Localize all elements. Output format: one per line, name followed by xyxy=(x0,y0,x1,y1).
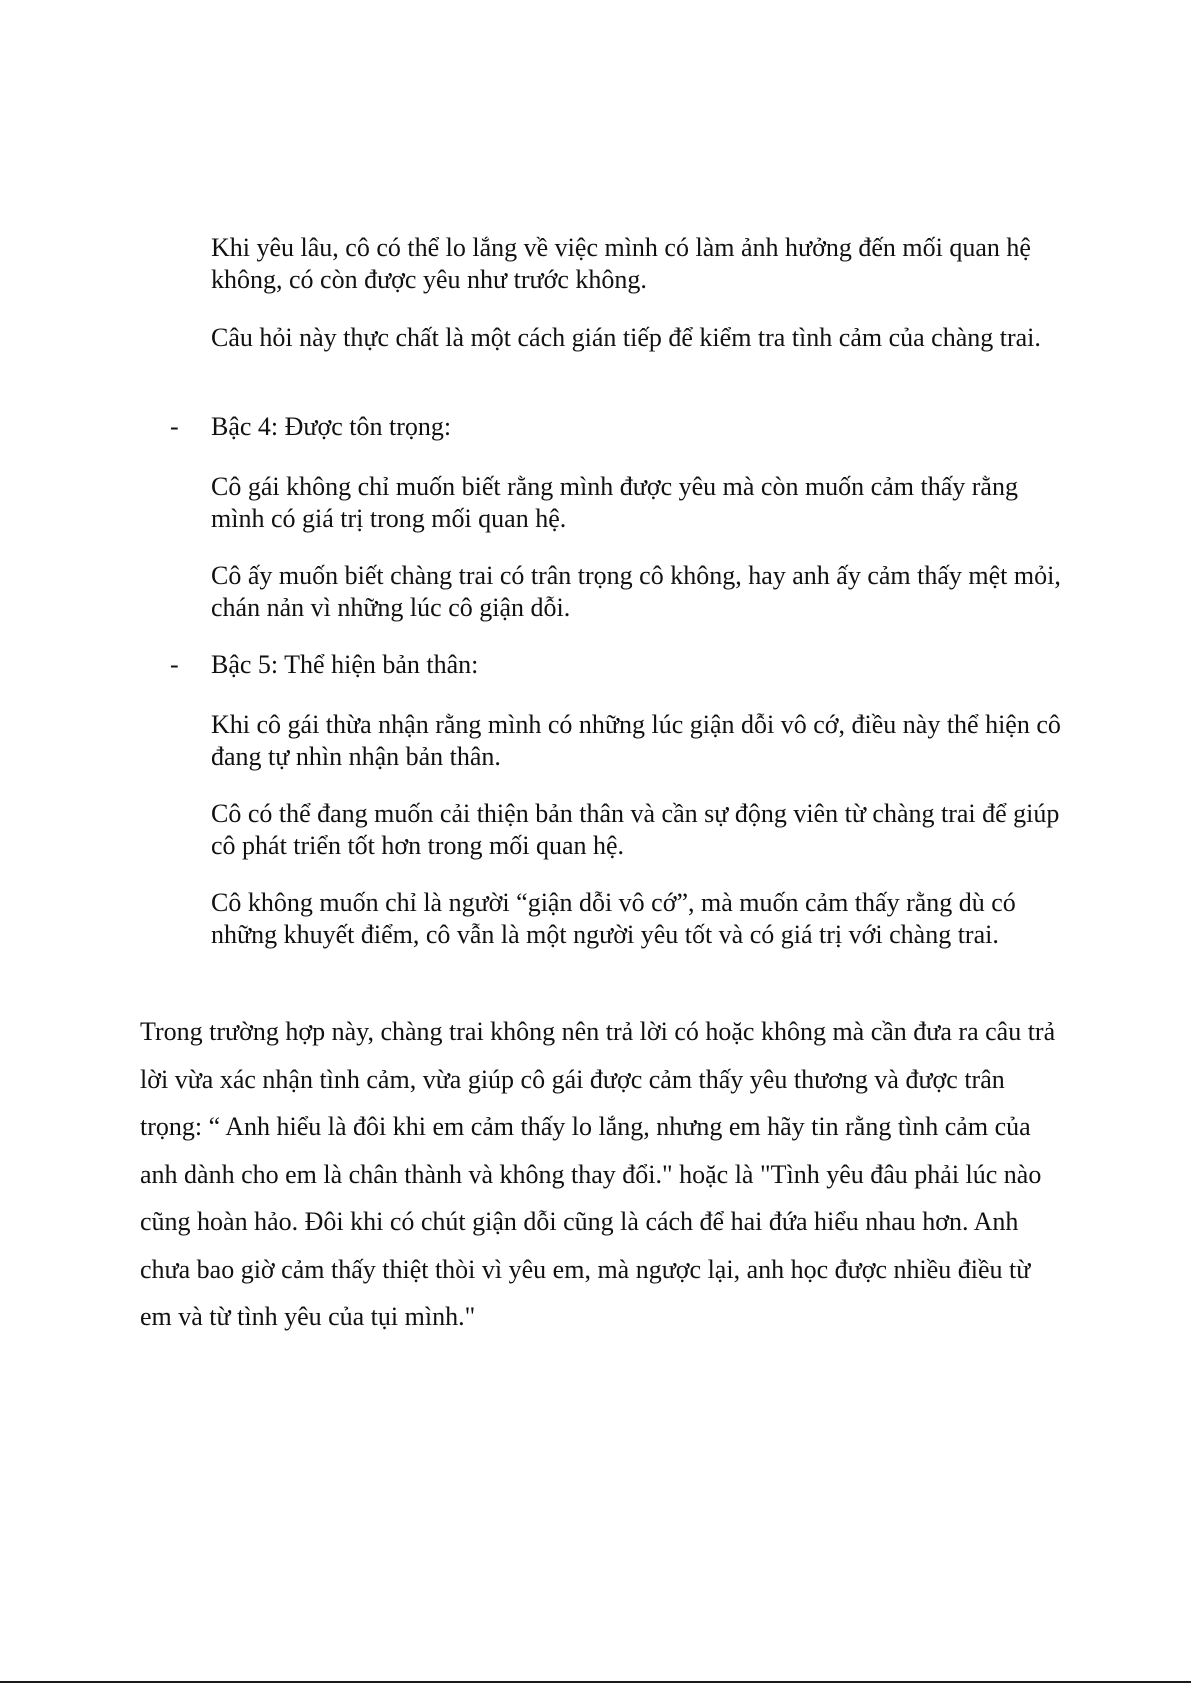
bullet-dash: - xyxy=(170,412,179,441)
paragraph-indirect-test: Câu hỏi này thực chất là một cách gián tiếp để kiểm tra tình cảm của chàng trai. xyxy=(211,323,1041,352)
paragraph-appreciate: Cô ấy muốn biết chàng trai có trân trọng cô không, hay anh ấy cảm thấy mệt mỏi, chán nản vì những lúc cô giận dỗi. xyxy=(211,561,1061,622)
paragraph-improve: Cô có thể đang muốn cải thiện bản thân và cần sự động viên từ chàng trai để giúp cô phát triển tốt hơn trong mối quan hệ. xyxy=(211,799,1060,860)
level-4-heading: Bậc 4: Được tôn trọng: xyxy=(211,412,452,441)
footer-divider xyxy=(0,1681,1191,1683)
closing-paragraph: Trong trường hợp này, chàng trai không nên trả lời có hoặc không mà cần đưa ra câu trả lời vừa xác nhận tình cảm, vừa giúp cô gái được cảm thấy yêu thương và được trân trọng: “ Anh hiểu là đôi khi em cảm thấy lo lắng, nhưng em hãy tin rằng tình cảm của anh dành cho em là chân thành và không thay đổi." hoặc là "Tình yêu đâu phải lúc nào cũng hoàn hảo. Đôi khi có chút giận dỗi cũng là cách để hai đứa hiểu nhau hơn. Anh chưa bao giờ cảm thấy thiệt thòi vì yêu em, mà ngược lại, anh học được nhiều điều từ em và từ tình yêu của tụi mình." xyxy=(140,1017,1056,1331)
paragraph-valued: Cô gái không chỉ muốn biết rằng mình được yêu mà còn muốn cảm thấy rằng mình có giá trị trong mối quan hệ. xyxy=(211,472,1018,533)
paragraph-worry: Khi yêu lâu, cô có thể lo lắng về việc mình có làm ảnh hưởng đến mối quan hệ không, có còn được yêu như trước không. xyxy=(211,233,1031,294)
paragraph-self-reflection: Khi cô gái thừa nhận rằng mình có những lúc giận dỗi vô cớ, điều này thể hiện cô đang tự nhìn nhận bản thân. xyxy=(211,710,1061,771)
list-item-level-4 xyxy=(170,411,1050,443)
list-item-level-5 xyxy=(170,649,1050,681)
level-5-heading: Bậc 5: Thể hiện bản thân: xyxy=(211,650,479,679)
paragraph-not-unreasonable: Cô không muốn chỉ là người “giận dỗi vô cớ”, mà muốn cảm thấy rằng dù có những khuyết điểm, cô vẫn là một người yêu tốt và có giá trị với chàng trai. xyxy=(211,888,1016,949)
bullet-dash: - xyxy=(170,650,179,679)
